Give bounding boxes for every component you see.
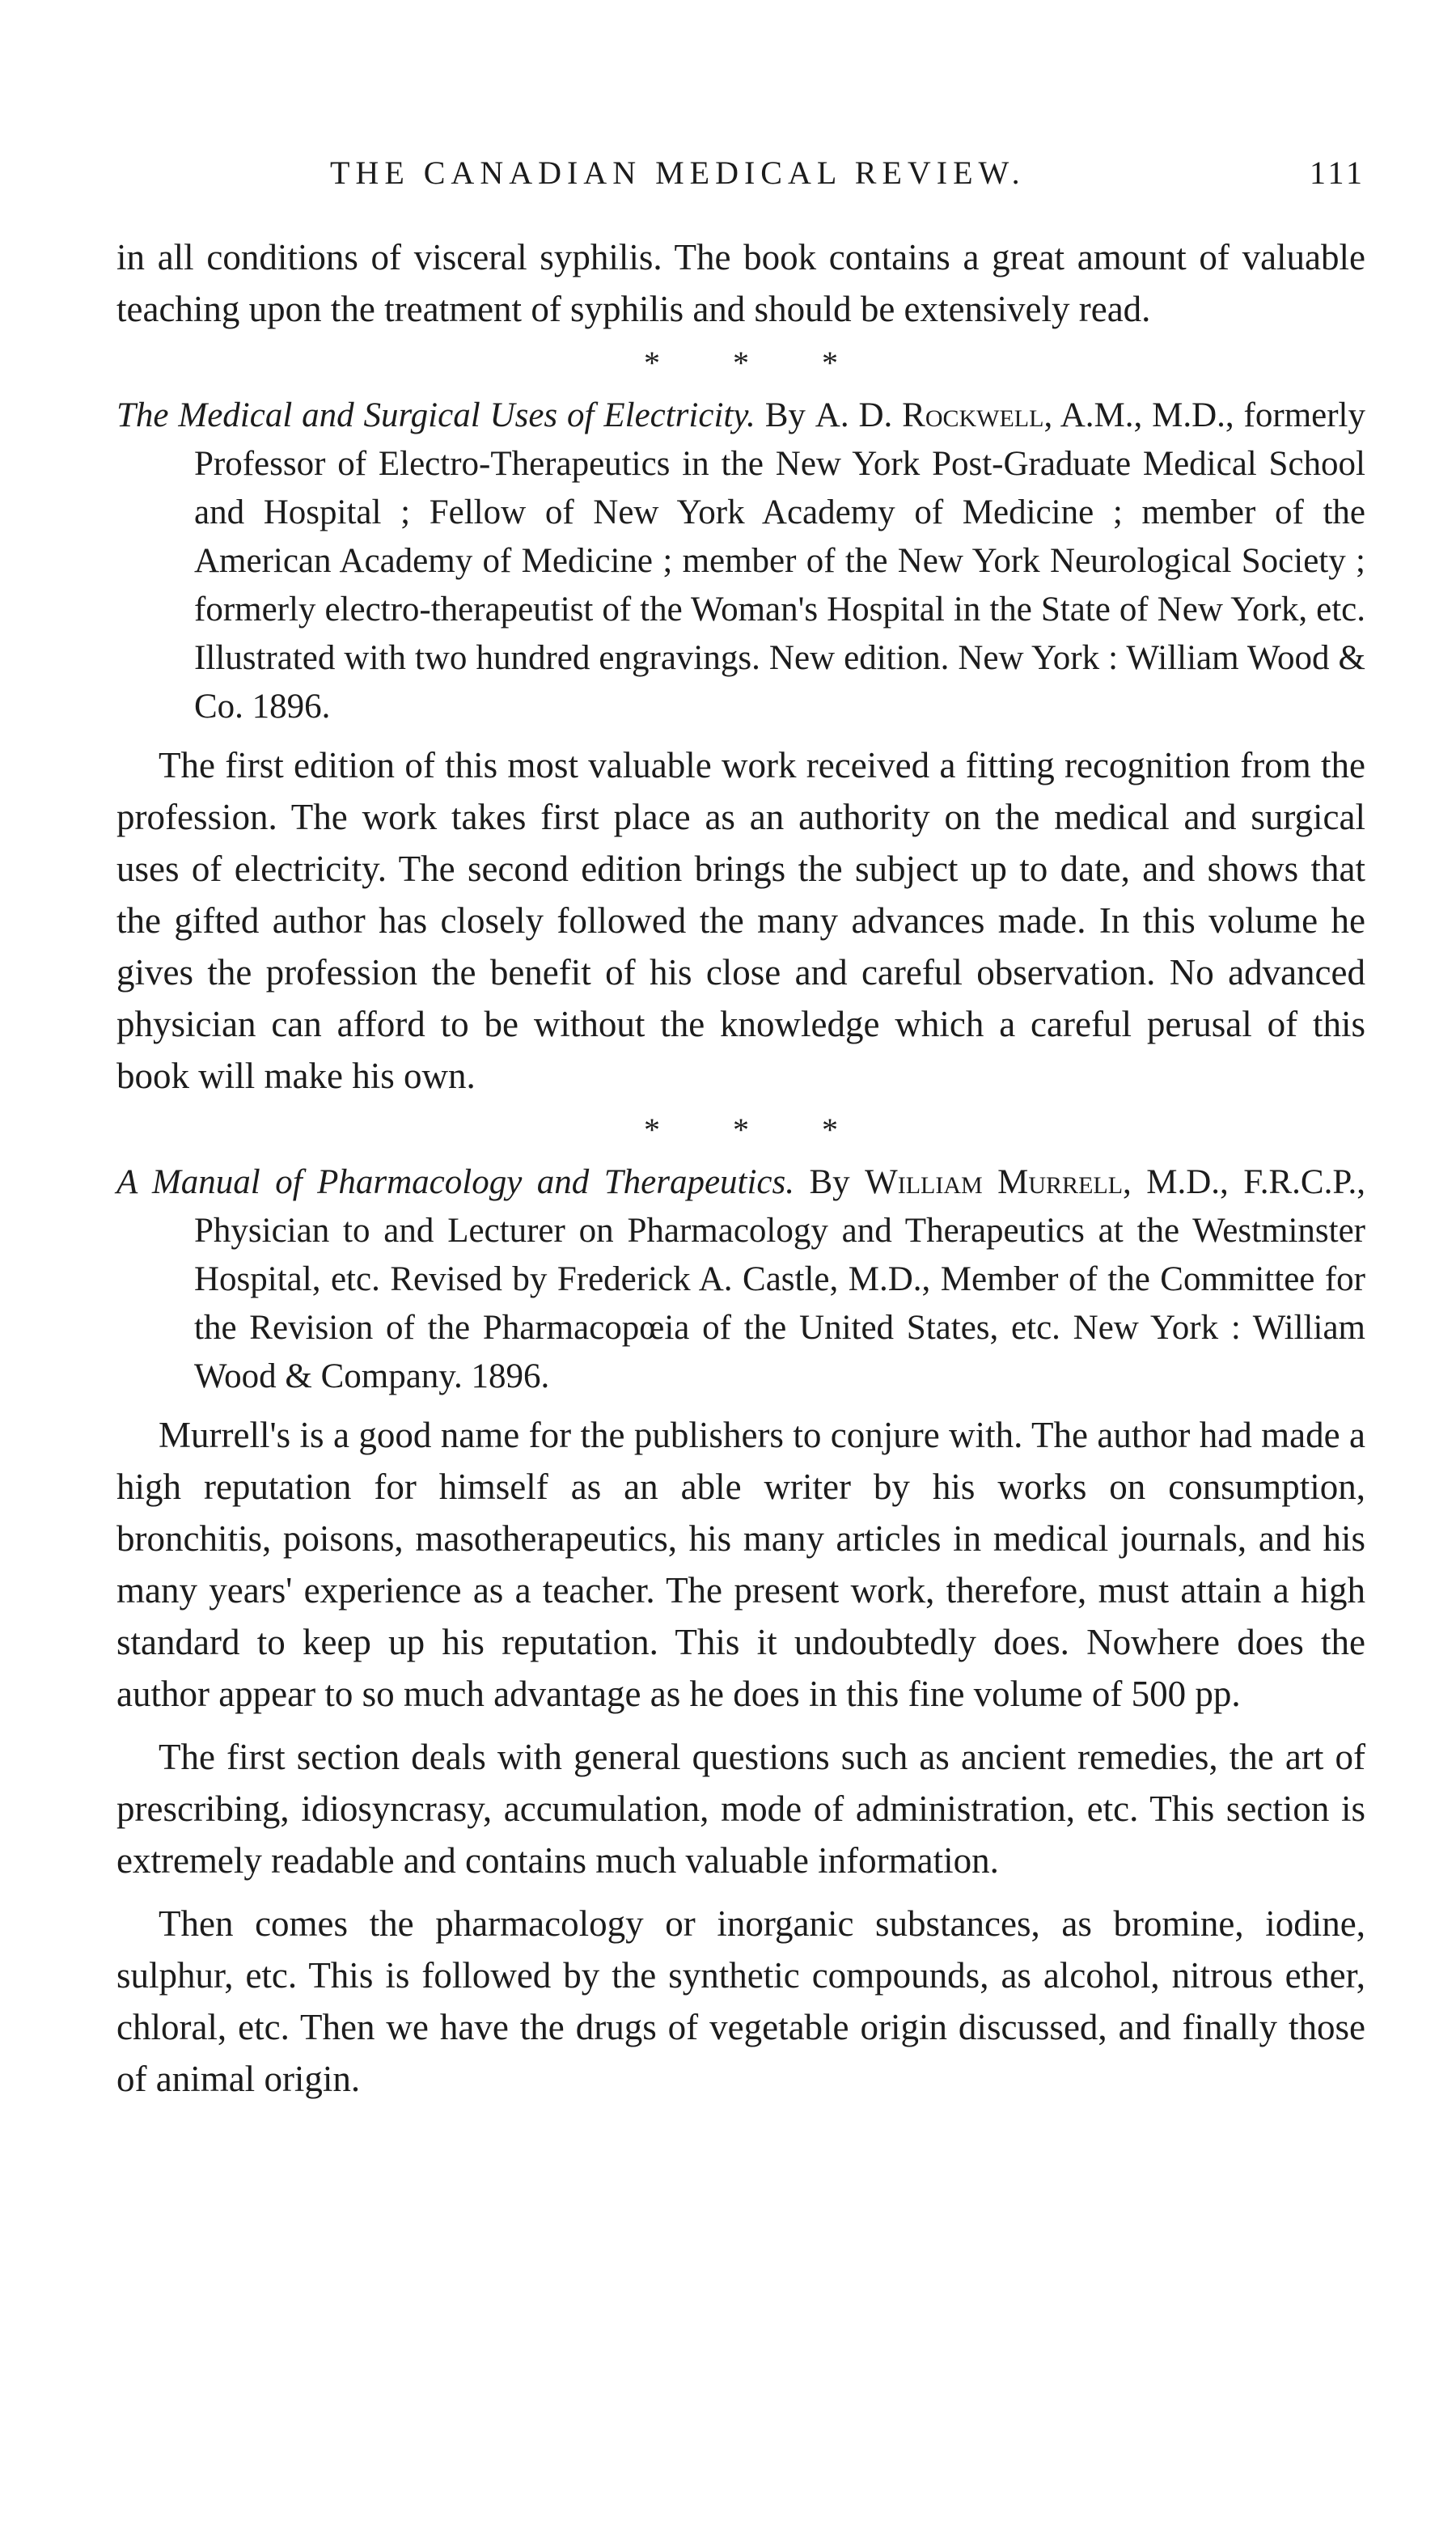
citation-details-electricity: A.M., M.D., formerly Professor of Electro-Therapeutics in the New York Post-Graduate Medical School and Hospital ; Fellow of New York Academy of Medicine ; member of the American Academy of Medicine ; member of the New York Neurological Society ; formerly electro-therapeutist of the Woman's Hospital in the State of New York, etc. Illustrated with two hundred engravings. New edition. New York : William Wood & Co. 1896.	[194, 396, 1365, 726]
review-paragraph-pharmacology-1: Murrell's is a good name for the publishers to conjure with. The author had made a high reputation for himself as an able writer by his works on consumption, bronchitis, poisons, masotherapeutics, his many articles in medical journals, and his many years' experience as a teacher. The present work, therefore, must attain a high standard to keep up his reputation. This it undoubtedly does. Nowhere does the author appear to so much advantage as he does in this fine volume of 500 pp.	[116, 1415, 1365, 1714]
citation-by: By	[755, 396, 815, 434]
intro-paragraph: in all conditions of visceral syphilis. The book contains a great amount of valuable teaching upon the treatment of syphilis and should be extensively read.	[116, 237, 1365, 329]
running-title: THE CANADIAN MEDICAL REVIEW.	[330, 155, 1026, 191]
book-title-pharmacology: A Manual of Pharmacology and Therapeutics.	[116, 1163, 794, 1201]
review-paragraph-electricity: The first edition of this most valuable work received a fitting recognition from the profession. The work takes first place as an authority on the medical and surgical uses of electricity. The second edition brings the subject up to date, and shows that the gifted author has closely followed the many advances made. In this volume he gives the profession the benefit of his close and careful observation. No advanced physician can afford to be without the knowledge which a careful perusal of this book will make his own.	[116, 745, 1365, 1096]
paragraph-gap	[116, 1886, 1365, 1898]
review-citation-pharmacology	[116, 1158, 1365, 1401]
review-paragraph-pharmacology-2: The first section deals with general questions such as ancient remedies, the art of prescribing, idiosyncrasy, accumulation, mode of administration, etc. This section is extremely readable and contains much valuable information.	[116, 1737, 1365, 1881]
paragraph-gap	[116, 1720, 1365, 1731]
review-citation-electricity	[116, 392, 1365, 731]
page-header	[116, 154, 1365, 202]
citation-by: By	[794, 1163, 866, 1201]
journal-page	[116, 154, 1365, 2105]
author-murrell: William Murrell,	[865, 1163, 1132, 1201]
review-paragraph-pharmacology-3: Then comes the pharmacology or inorganic substances, as bromine, iodine, sulphur, etc. This is followed by the synthetic compounds, as alcohol, nitrous ether, chloral, etc. Then we have the drugs of vegetable origin discussed, and finally those of animal origin.	[116, 1903, 1365, 2099]
citation-details-pharmacology: M.D., F.R.C.P., Physician to and Lecturer on Pharmacology and Therapeutics at the Westminster Hospital, etc. Revised by Frederick A. Castle, M.D., Member of the Committee for the Revision of the Pharmacopœia of the United States, etc. New York : William Wood & Company. 1896.	[194, 1163, 1365, 1395]
page-number: 111	[1309, 155, 1365, 191]
section-separator: * * *	[644, 345, 870, 381]
book-title-electricity: The Medical and Surgical Uses of Electricity.	[116, 396, 756, 434]
section-separator: * * *	[644, 1111, 870, 1148]
author-rockwell: A. D. Rockwell,	[815, 396, 1053, 434]
